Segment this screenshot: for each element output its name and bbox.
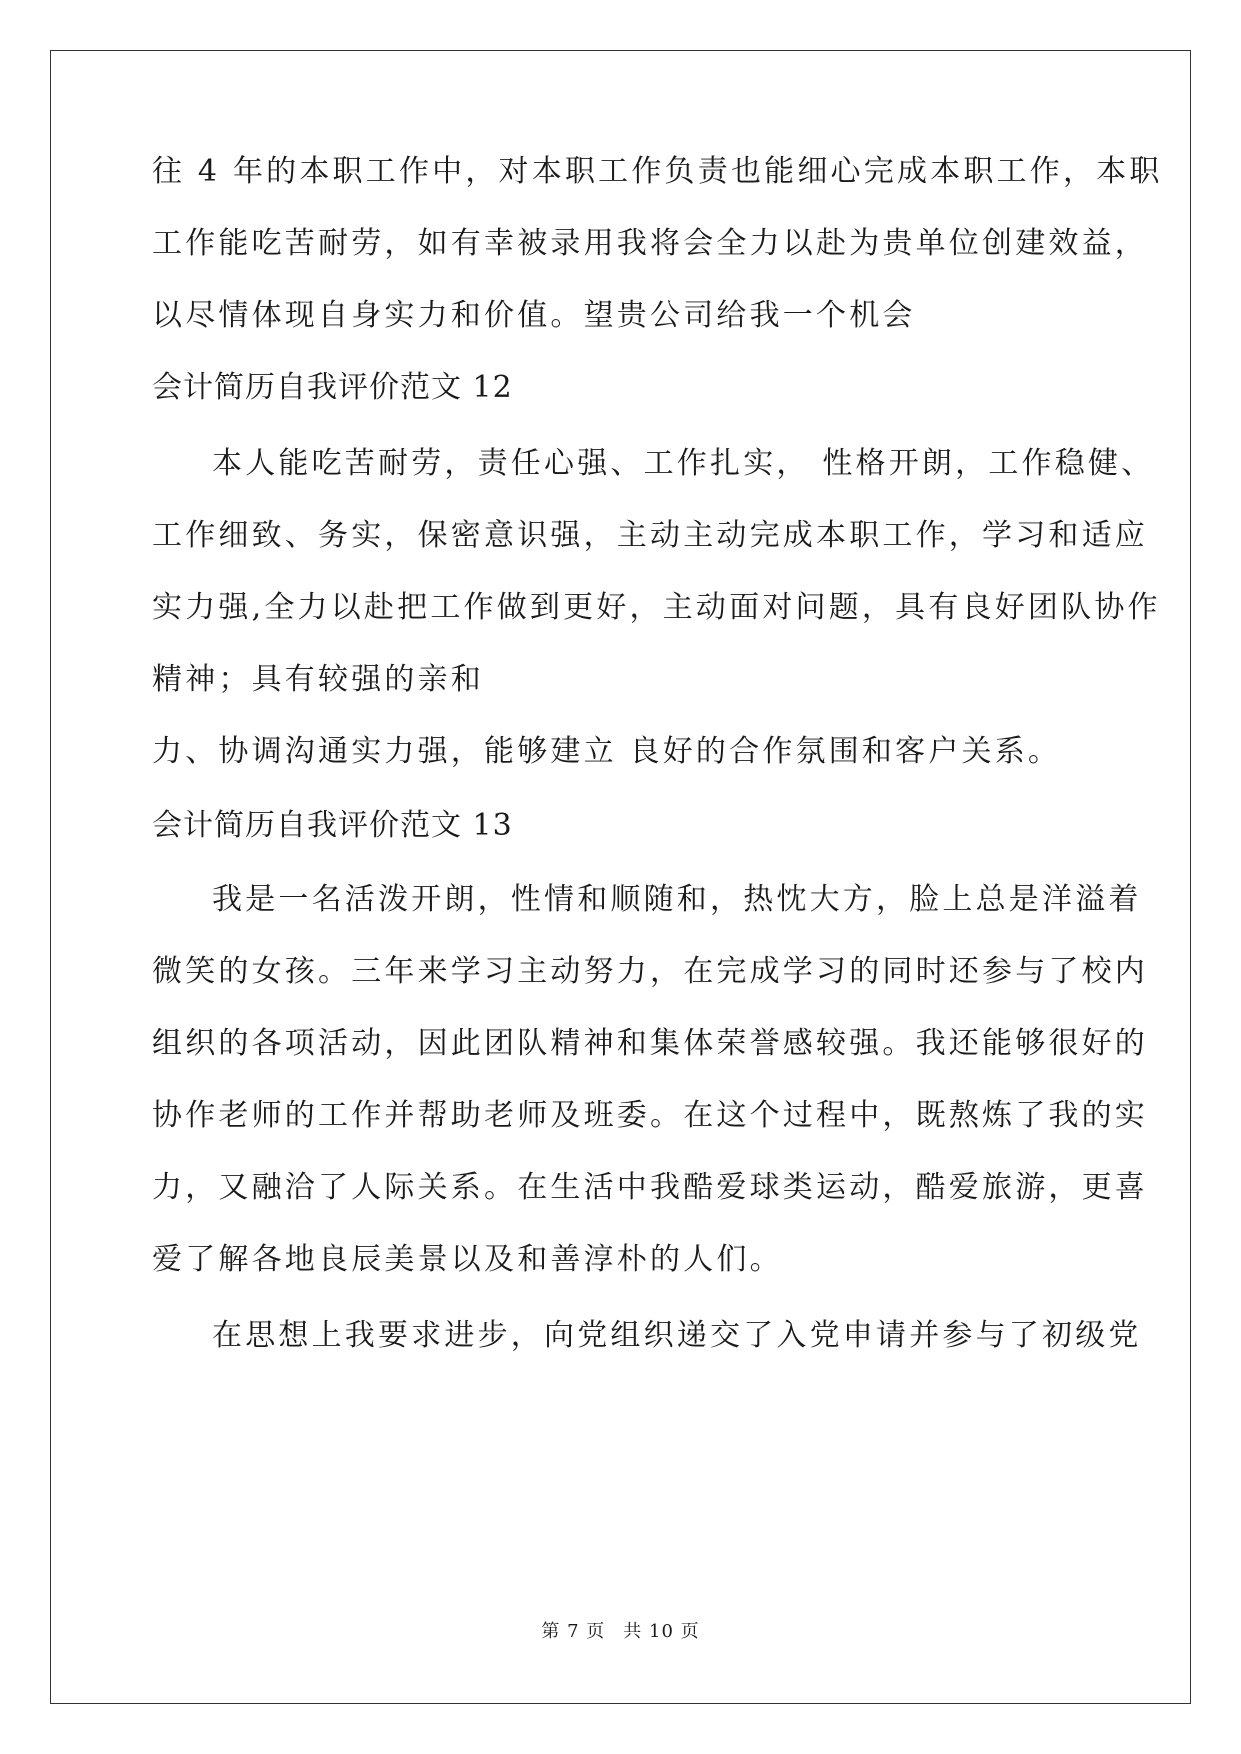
body-text-line: 微笑的女孩。三年来学习主动努力，在完成学习的同时还参与了校内 [152, 954, 1148, 989]
body-text-line: 往 4 年的本职工作中，对本职工作负责也能细心完成本职工作，本职 [152, 154, 1163, 189]
body-text-line: 工作能吃苦耐劳，如有幸被录用我将会全力以赴为贵单位创建效益， [152, 226, 1148, 261]
body-text-line: 精神；具有较强的亲和 [152, 662, 484, 697]
paragraph-first-line: 在思想上我要求进步，向党组织递交了入党申请并参与了初级党 [212, 1318, 1142, 1353]
body-text-line: 组织的各项活动，因此团队精神和集体荣誉感较强。我还能够很好的 [152, 1026, 1148, 1061]
body-text-line: 爱了解各地良辰美景以及和善淳朴的人们。 [152, 1242, 783, 1277]
body-text-line: 以尽情体现自身实力和价值。望贵公司给我一个机会 [152, 298, 916, 333]
body-text-line: 工作细致、务实，保密意识强，主动主动完成本职工作，学习和适应 [152, 518, 1148, 553]
paragraph-first-line: 我是一名活泼开朗，性情和顺随和，热忱大方，脸上总是洋溢着 [212, 882, 1142, 917]
body-text-line: 力、协调沟通实力强，能够建立 良好的合作氛围和客户关系。 [152, 734, 1062, 769]
page-footer [0, 1621, 1241, 1643]
paragraph-first-line: 本人能吃苦耐劳，责任心强、工作扎实， 性格开朗，工作稳健、 [212, 446, 1155, 481]
body-text-line: 实力强,全力以赴把工作做到更好，主动面对问题，具有良好团队协作 [152, 590, 1161, 625]
page-total: 共 10 页 [623, 1621, 700, 1642]
section-heading-12: 会计简历自我评价范文 12 [152, 370, 513, 405]
body-text-line: 力，又融洽了人际关系。在生活中我酷爱球类运动，酷爱旅游，更喜 [152, 1170, 1148, 1205]
section-heading-13: 会计简历自我评价范文 13 [152, 808, 513, 843]
body-text-line: 协作老师的工作并帮助老师及班委。在这个过程中，既熬炼了我的实 [152, 1098, 1148, 1133]
page-number: 第 7 页 [541, 1621, 606, 1642]
